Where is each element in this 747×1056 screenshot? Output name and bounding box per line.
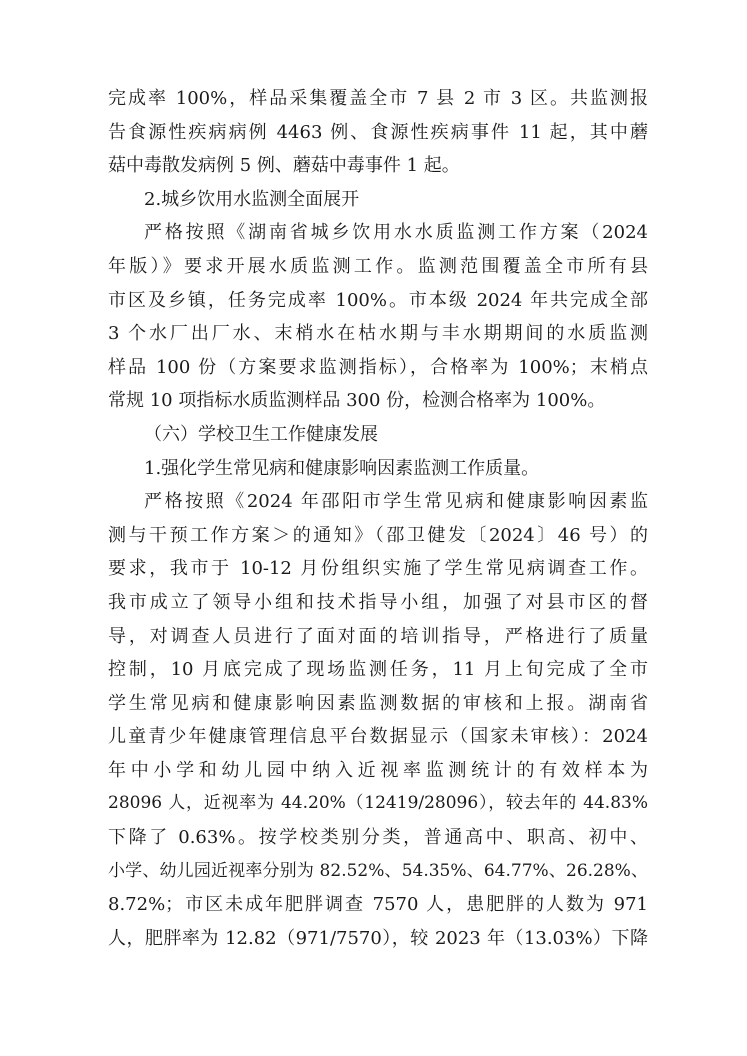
body-line: 市区及乡镇，任务完成率 100%。市本级 2024 年共完成全部: [108, 289, 648, 311]
body-line: 下降了 0.63%。按学校类别分类，普通高中、职高、初中、: [108, 827, 648, 849]
body-line: 要求，我市于 10-12 月份组织实施了学生常见病调查工作。: [108, 558, 648, 580]
body-line: 3 个水厂出厂水、末梢水在枯水期与丰水期期间的水质监测: [108, 323, 648, 345]
body-line: 严格按照《湖南省城乡饮用水水质监测工作方案（2024: [144, 222, 648, 244]
document-body: [108, 82, 648, 955]
body-line: 导，对调查人员进行了面对面的培训指导，严格进行了质量: [108, 625, 648, 647]
body-line: 年版）》要求开展水质监测工作。监测范围覆盖全市所有县: [108, 255, 648, 277]
body-line: 儿童青少年健康管理信息平台数据显示（国家未审核）：2024: [108, 726, 648, 748]
body-line: 控制，10 月底完成了现场监测任务，11 月上旬完成了全市: [108, 659, 648, 681]
subsection-heading-student-disease: 1.强化学生常见病和健康影响因素监测工作质量。: [144, 457, 540, 479]
body-line: 我市成立了领导小组和技术指导小组，加强了对县市区的督: [108, 591, 648, 613]
body-line: 严格按照《2024 年邵阳市学生常见病和健康影响因素监: [144, 491, 648, 513]
body-line: 告食源性疾病病例 4463 例、食源性疾病事件 11 起，其中蘑: [108, 121, 648, 143]
section-heading-water-monitoring: 2.城乡饮用水监测全面展开: [144, 188, 360, 210]
body-line: 8.72%；市区未成年肥胖调查 7570 人，患肥胖的人数为 971: [108, 894, 648, 916]
body-line: 测与干预工作方案＞的通知》（邵卫健发〔2024〕46 号）的: [108, 524, 648, 546]
body-line: 学生常见病和健康影响因素监测数据的审核和上报。湖南省: [108, 692, 648, 714]
body-line: 常规 10 项指标水质监测样品 300 份，检测合格率为 100%。: [108, 390, 606, 412]
body-line: 年中小学和幼儿园中纳入近视率监测统计的有效样本为: [108, 759, 648, 781]
body-line: 人，肥胖率为 12.82（971/7570），较 2023 年（13.03%）下降: [108, 927, 648, 949]
body-line: 小学、幼儿园近视率分别为 82.52%、54.35%、64.77%、26.28%、: [108, 860, 648, 881]
body-line: 完成率 100%，样品采集覆盖全市 7 县 2 市 3 区。共监测报: [108, 88, 648, 109]
section-heading-school-health: （六）学校卫生工作健康发展: [144, 423, 378, 445]
body-line: 28096 人，近视率为 44.20%（12419/28096），较去年的 44.83%: [108, 793, 648, 814]
body-line: 菇中毒散发病例 5 例、蘑菇中毒事件 1 起。: [108, 155, 460, 177]
body-line: 样品 100 份（方案要求监测指标），合格率为 100%；末梢点: [108, 356, 648, 378]
